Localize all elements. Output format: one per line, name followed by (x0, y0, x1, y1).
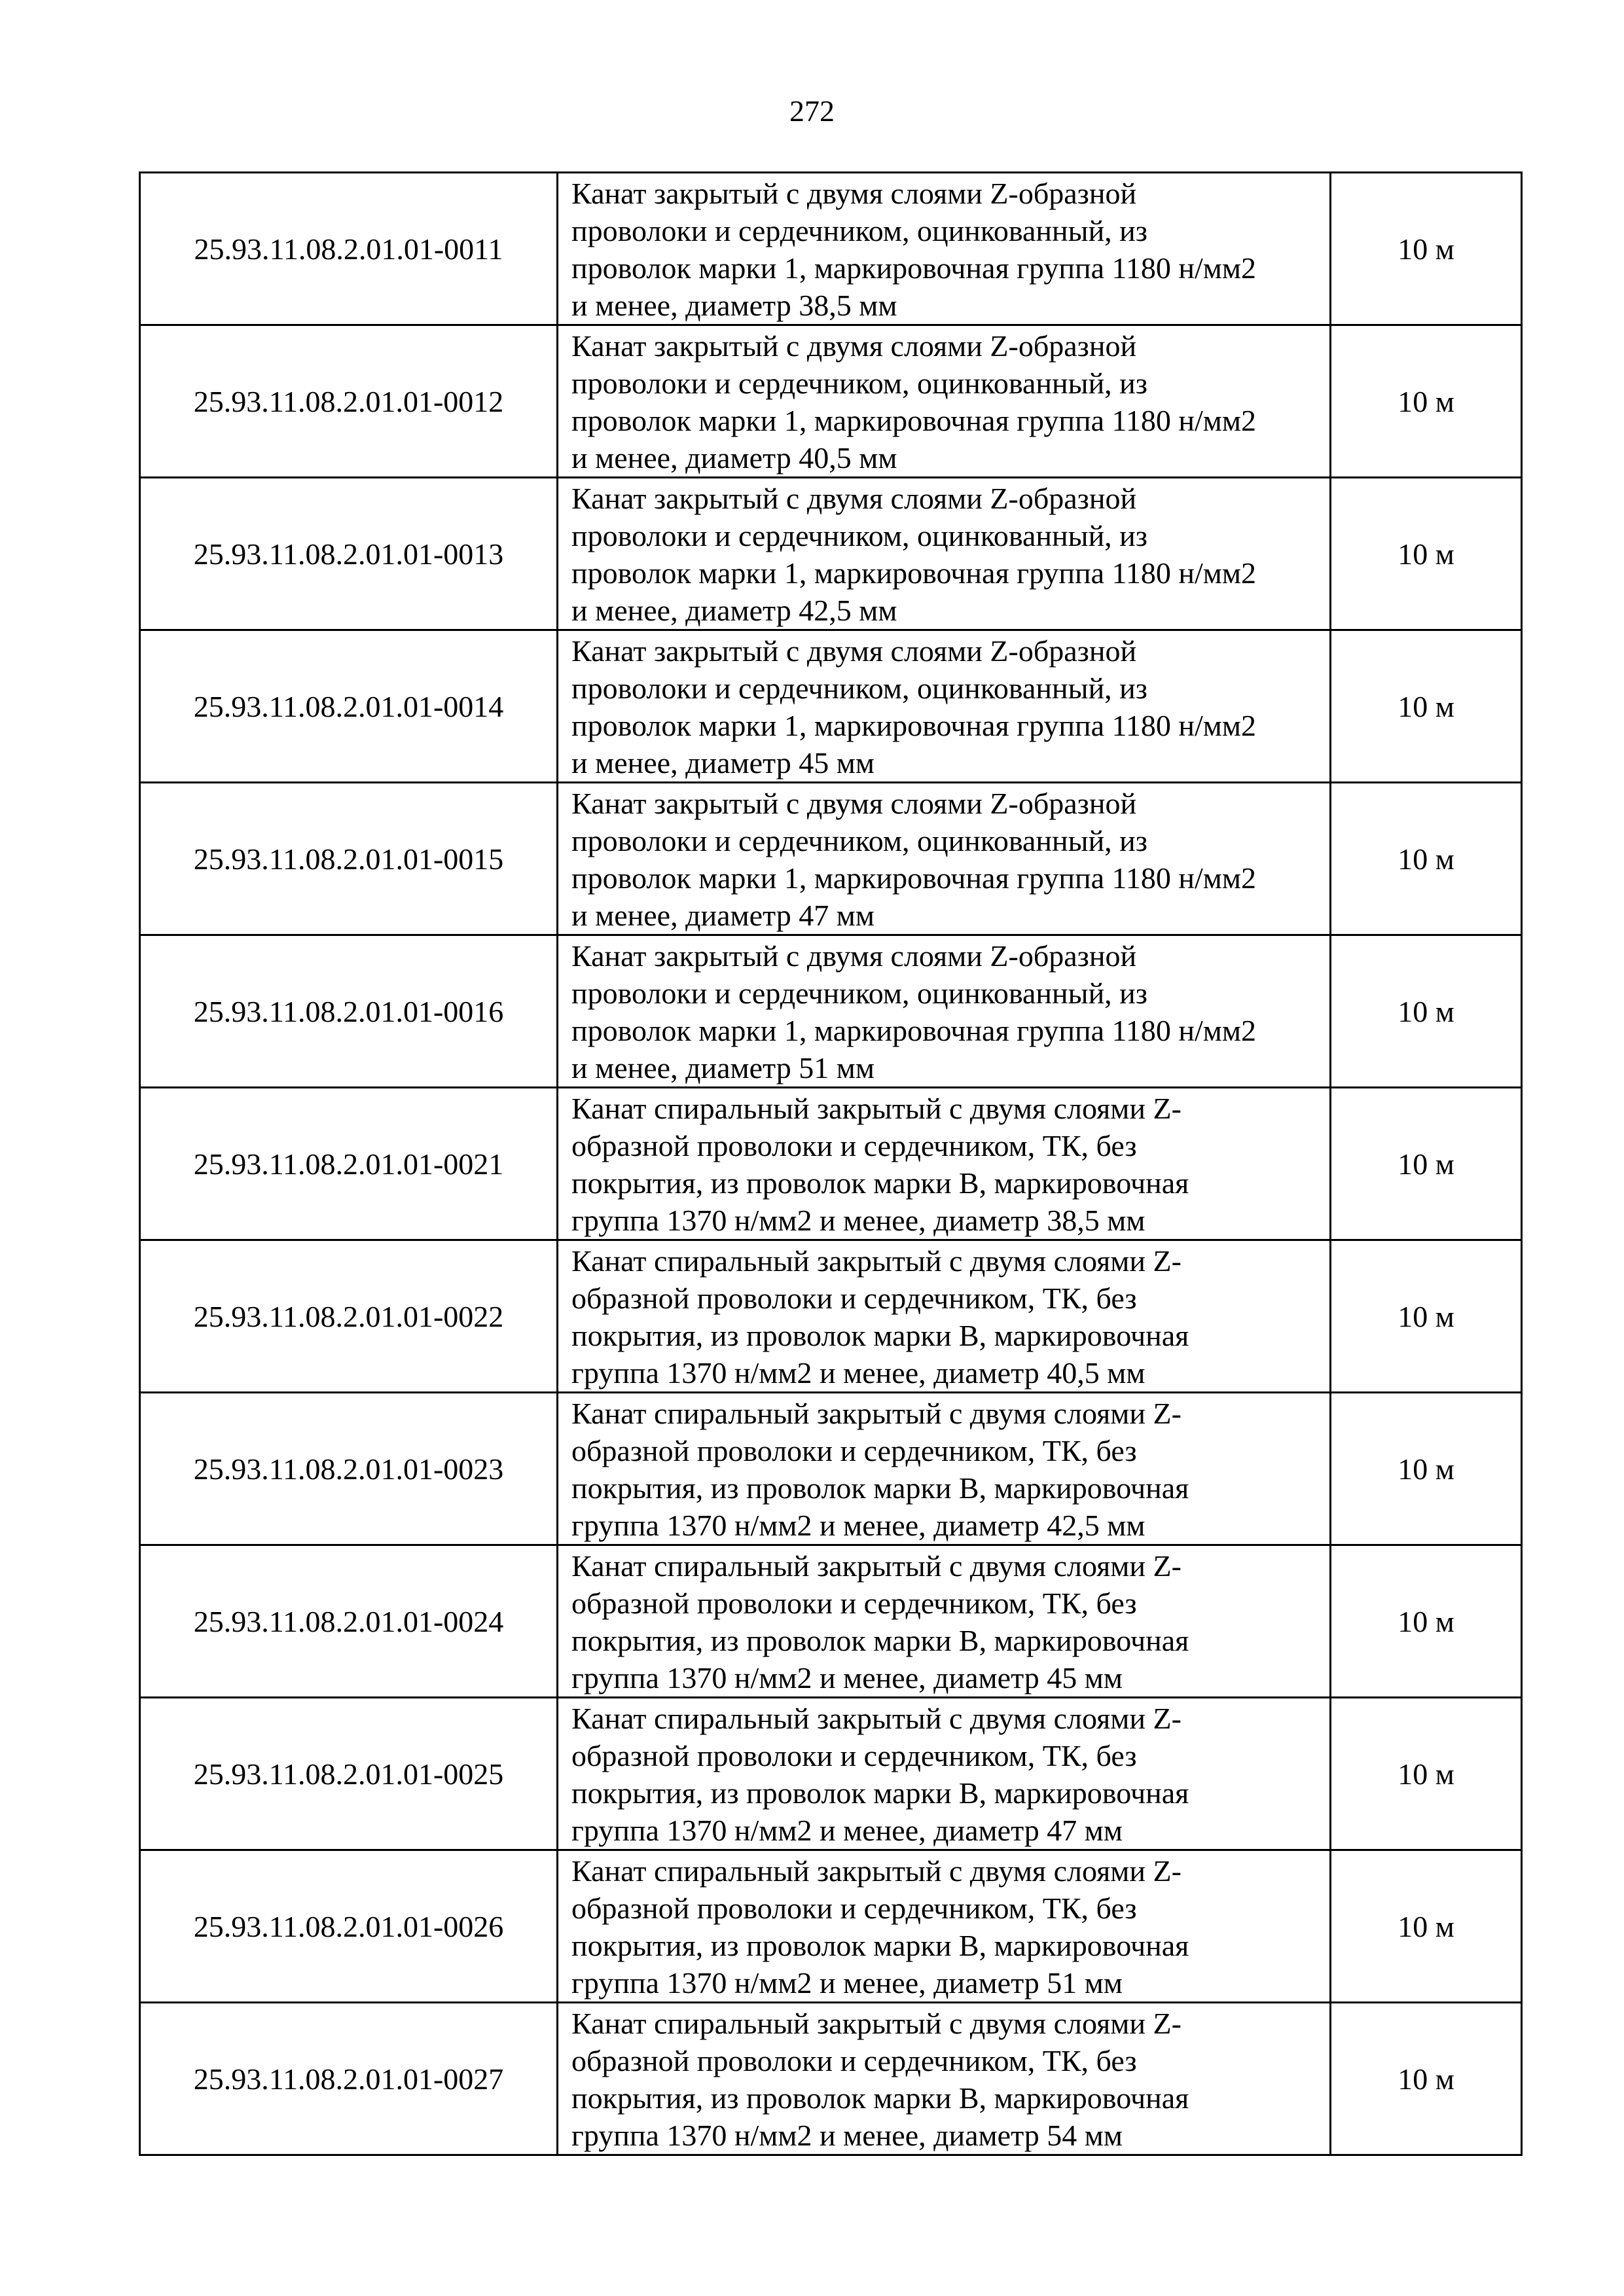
table-row (140, 1545, 1522, 1698)
resource-code: 25.93.11.08.2.01.01-0027 (140, 2003, 558, 2155)
resource-code: 25.93.11.08.2.01.01-0025 (140, 1698, 558, 1850)
resource-code: 25.93.11.08.2.01.01-0011 (140, 173, 558, 325)
resource-code: 25.93.11.08.2.01.01-0012 (140, 325, 558, 478)
resource-code: 25.93.11.08.2.01.01-0022 (140, 1240, 558, 1393)
resource-code: 25.93.11.08.2.01.01-0014 (140, 630, 558, 783)
resource-code: 25.93.11.08.2.01.01-0023 (140, 1393, 558, 1545)
resource-name: Канат закрытый с двумя слоями Z-образной проволоки и сердечником, оцинкованный, из проволок марки 1, маркировочная группа 1180 н/мм2 и менее, диаметр 47 мм (558, 783, 1331, 935)
unit-of-measure: 10 м (1331, 2003, 1522, 2155)
resource-code: 25.93.11.08.2.01.01-0013 (140, 478, 558, 630)
unit-of-measure: 10 м (1331, 1850, 1522, 2003)
unit-of-measure: 10 м (1331, 630, 1522, 783)
resource-name: Канат спиральный закрытый с двумя слоями Z- образной проволоки и сердечником, ТК, без покрытия, из проволок марки В, маркировочная группа 1370 н/мм2 и менее, диаметр 38,5 мм (558, 1088, 1331, 1240)
resource-name: Канат закрытый с двумя слоями Z-образной проволоки и сердечником, оцинкованный, из проволок марки 1, маркировочная группа 1180 н/мм2 и менее, диаметр 40,5 мм (558, 325, 1331, 478)
unit-of-measure: 10 м (1331, 1393, 1522, 1545)
unit-of-measure: 10 м (1331, 173, 1522, 325)
resource-name: Канат спиральный закрытый с двумя слоями Z- образной проволоки и сердечником, ТК, без покрытия, из проволок марки В, маркировочная группа 1370 н/мм2 и менее, диаметр 47 мм (558, 1698, 1331, 1850)
table-row (140, 2003, 1522, 2155)
table-row (140, 173, 1522, 325)
resource-name: Канат закрытый с двумя слоями Z-образной проволоки и сердечником, оцинкованный, из проволок марки 1, маркировочная группа 1180 н/мм2 и менее, диаметр 38,5 мм (558, 173, 1331, 325)
table-row (140, 1240, 1522, 1393)
table-row (140, 935, 1522, 1088)
items-table-body (140, 173, 1522, 2155)
unit-of-measure: 10 м (1331, 1698, 1522, 1850)
resource-code: 25.93.11.08.2.01.01-0024 (140, 1545, 558, 1698)
page-number: 272 (789, 94, 835, 128)
resource-name: Канат спиральный закрытый с двумя слоями Z- образной проволоки и сердечником, ТК, без покрытия, из проволок марки В, маркировочная группа 1370 н/мм2 и менее, диаметр 51 мм (558, 1850, 1331, 2003)
unit-of-measure: 10 м (1331, 935, 1522, 1088)
unit-of-measure: 10 м (1331, 783, 1522, 935)
resource-name: Канат закрытый с двумя слоями Z-образной проволоки и сердечником, оцинкованный, из проволок марки 1, маркировочная группа 1180 н/мм2 и менее, диаметр 51 мм (558, 935, 1331, 1088)
unit-of-measure: 10 м (1331, 478, 1522, 630)
table-row (140, 783, 1522, 935)
resource-name: Канат закрытый с двумя слоями Z-образной проволоки и сердечником, оцинкованный, из проволок марки 1, маркировочная группа 1180 н/мм2 и менее, диаметр 42,5 мм (558, 478, 1331, 630)
unit-of-measure: 10 м (1331, 1088, 1522, 1240)
table-row (140, 1393, 1522, 1545)
table-row (140, 630, 1522, 783)
table-row (140, 1698, 1522, 1850)
unit-of-measure: 10 м (1331, 1545, 1522, 1698)
resource-code: 25.93.11.08.2.01.01-0021 (140, 1088, 558, 1240)
resource-name: Канат спиральный закрытый с двумя слоями Z- образной проволоки и сердечником, ТК, без покрытия, из проволок марки В, маркировочная группа 1370 н/мм2 и менее, диаметр 45 мм (558, 1545, 1331, 1698)
resource-code: 25.93.11.08.2.01.01-0026 (140, 1850, 558, 2003)
resource-code: 25.93.11.08.2.01.01-0016 (140, 935, 558, 1088)
resource-name: Канат спиральный закрытый с двумя слоями Z- образной проволоки и сердечником, ТК, без покрытия, из проволок марки В, маркировочная группа 1370 н/мм2 и менее, диаметр 40,5 мм (558, 1240, 1331, 1393)
table-row (140, 1088, 1522, 1240)
resource-code: 25.93.11.08.2.01.01-0015 (140, 783, 558, 935)
resource-name: Канат закрытый с двумя слоями Z-образной проволоки и сердечником, оцинкованный, из проволок марки 1, маркировочная группа 1180 н/мм2 и менее, диаметр 45 мм (558, 630, 1331, 783)
resource-name: Канат спиральный закрытый с двумя слоями Z- образной проволоки и сердечником, ТК, без покрытия, из проволок марки В, маркировочная группа 1370 н/мм2 и менее, диаметр 54 мм (558, 2003, 1331, 2155)
table-row (140, 325, 1522, 478)
unit-of-measure: 10 м (1331, 325, 1522, 478)
unit-of-measure: 10 м (1331, 1240, 1522, 1393)
resource-name: Канат спиральный закрытый с двумя слоями Z- образной проволоки и сердечником, ТК, без покрытия, из проволок марки В, маркировочная группа 1370 н/мм2 и менее, диаметр 42,5 мм (558, 1393, 1331, 1545)
table-row (140, 478, 1522, 630)
table-row (140, 1850, 1522, 2003)
items-table (139, 171, 1523, 2156)
